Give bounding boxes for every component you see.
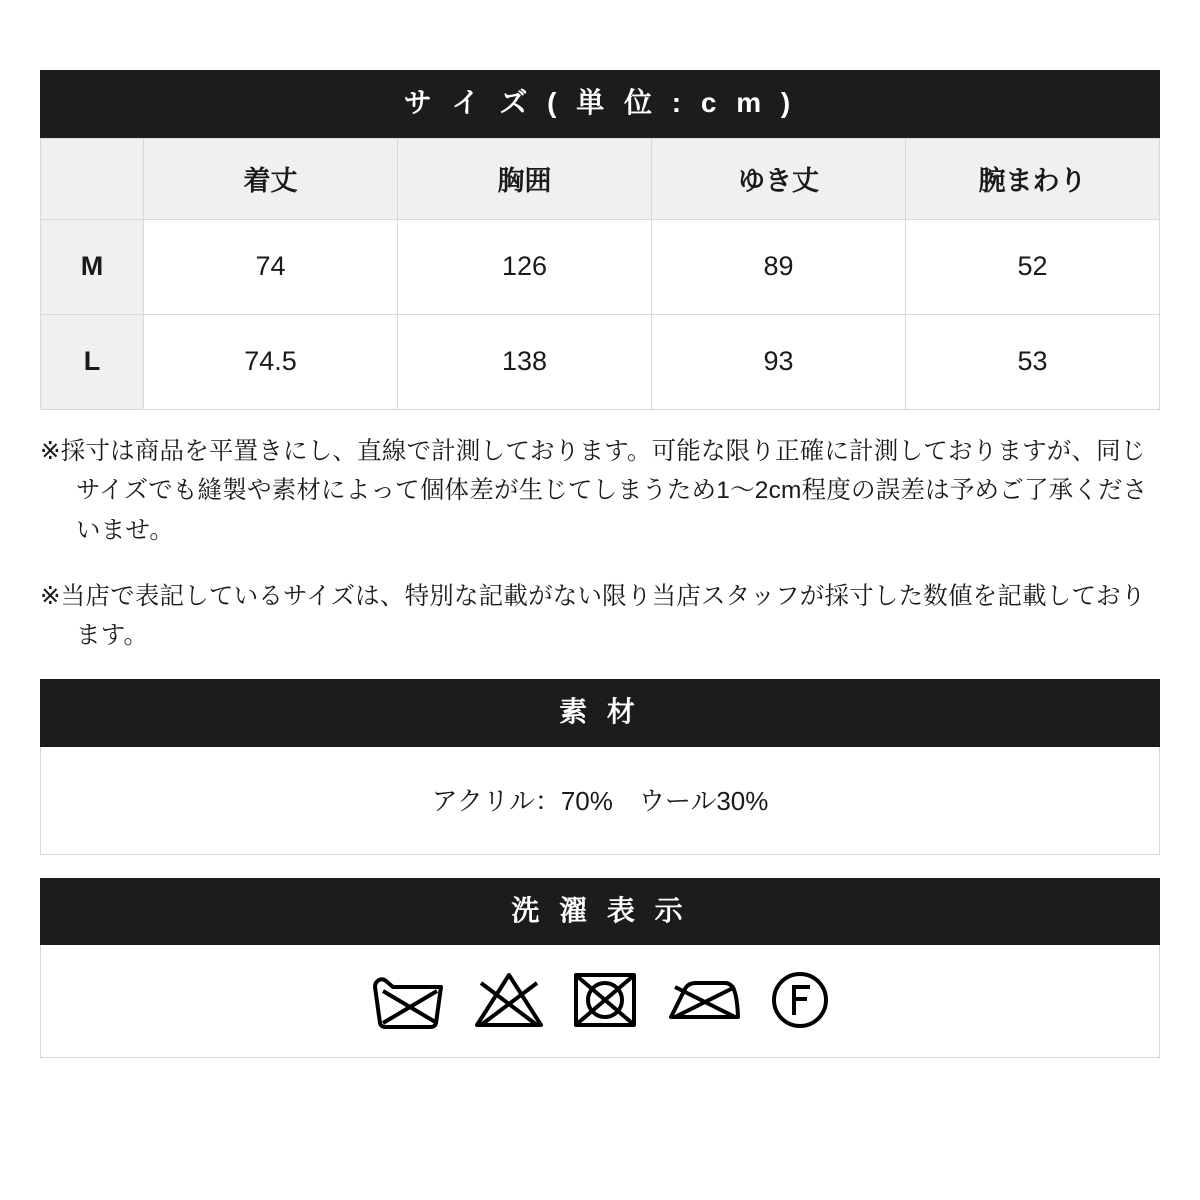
note-staff-measurement: ※当店で表記しているサイズは、特別な記載がない限り当店スタッフが採寸した数値を記載しております。 [40,582,1146,650]
size-row-label-m: M [41,219,144,314]
size-l-sleeve: 93 [652,314,906,409]
measurement-notes [40,432,1160,656]
no-bleach-icon [473,969,545,1031]
size-l-length: 74.5 [144,314,398,409]
material-text: アクリル：70% ウール30% [41,747,1159,854]
size-m-length: 74 [144,219,398,314]
size-l-chest: 138 [398,314,652,409]
no-iron-icon [665,971,743,1029]
material-section [40,679,1160,855]
size-table-col-header-length: 着丈 [144,138,398,219]
size-table-header-row [41,138,1160,219]
no-machine-wash-icon [369,969,447,1031]
note-measurement-tolerance: ※採寸は商品を平置きにし、直線で計測しております。可能な限り正確に計測しておりますが、同じサイズでも縫製や素材によって個体差が生じてしまうため1〜2cm程度の誤差は予めご了承くださいませ。 [40,437,1148,544]
table-row [41,219,1160,314]
wash-section-title: 洗 濯 表 示 [40,878,1160,946]
size-row-label-l: L [41,314,144,409]
size-m-sleeve: 89 [652,219,906,314]
size-table-col-header-chest: 胸囲 [398,138,652,219]
size-table-col-header-armhole: 腕まわり [906,138,1160,219]
wash-section [40,878,1160,1059]
size-table-head [41,138,1160,219]
material-section-title: 素 材 [40,679,1160,747]
dry-clean-f-icon [769,969,831,1031]
no-tumble-dry-icon [571,969,639,1031]
size-table-corner-cell [41,138,144,219]
size-m-chest: 126 [398,219,652,314]
size-table-col-header-sleeve: ゆき丈 [652,138,906,219]
table-row [41,314,1160,409]
size-section-title: サ イ ズ ( 単 位 : c m ) [40,70,1160,138]
wash-icons-row [41,969,1159,1031]
size-l-armhole: 53 [906,314,1160,409]
size-section [40,70,1160,410]
wash-icons-body [41,945,1159,1057]
size-m-armhole: 52 [906,219,1160,314]
size-table [40,138,1160,410]
size-table-body [41,219,1160,409]
